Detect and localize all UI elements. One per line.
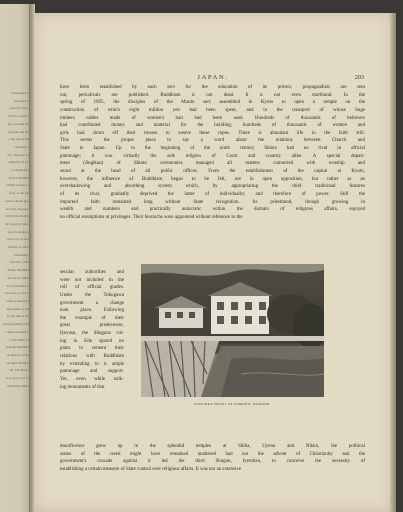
- photograph-hotel: [141, 264, 324, 397]
- text-line: of its rival, gradually deprived the latter of individuality and therefore of power. Still the: [60, 191, 365, 197]
- text-line: by extending to it ample: [60, 361, 124, 367]
- left-page-text-line: siddilits or Jesus: [7, 245, 29, 250]
- text-line: however, the influence of Buddhism began to be felt, not in open opposition, but rather as an: [60, 176, 365, 182]
- left-page-text-line: an interest of any: [6, 352, 29, 357]
- left-page-text-line: dolls of Buddha: [8, 175, 29, 180]
- left-page-text-line: ing tuns and tire: [8, 129, 29, 134]
- left-page-text-line: hey are meet the: [8, 121, 29, 126]
- text-line: patronage and support.: [60, 369, 124, 375]
- left-page-text-line: nsiwaddles. It: [11, 91, 29, 95]
- text-line: had contributed money and material for the building; hundreds of thousands of women and: [60, 123, 365, 129]
- left-page-text-line: ed in special tribu-: [5, 221, 29, 226]
- text-line: spring of 1895, the disciples of the Monto sect assembled in Kyoto to open a temple on the: [60, 100, 365, 106]
- text-line: overshadowing and absorbing system which, by appropriating the chief traditional features: [60, 184, 365, 190]
- left-page-text-line: asf quiet the most: [6, 360, 29, 365]
- left-page-text-line: eis to say or seen: [7, 237, 29, 242]
- text-line: wealth and numbers and practically autocratic within the domain of religious affairs, enjoyed: [60, 207, 365, 213]
- page-number: 203: [354, 74, 364, 81]
- text-line: out, periodicals are published. Buddhism is not dead. It is not even moribund. In the: [60, 92, 365, 98]
- body-text-top: [60, 84, 365, 222]
- left-page-text-line: Shinto. Buddhist: [7, 268, 29, 273]
- text-line: ing monuments of that: [60, 384, 105, 390]
- hotel-photograph-illustration: [141, 264, 324, 397]
- left-page-text-line: mild in the Bodhi-: [5, 214, 29, 219]
- left-facing-page: [0, 4, 30, 512]
- text-line: have been established by each sect for the education of its priests; propagandists are sent: [60, 85, 365, 90]
- text-line: great predecessor,: [60, 323, 124, 329]
- left-page-text-line: ompanies of va-: [8, 160, 29, 165]
- left-page-text-line: ain. The Monto: [9, 368, 29, 373]
- left-page-text-line: ages home, to the: [6, 306, 29, 311]
- text-line: State in Japan. Up to the beginning of the ninth century Shinto had no rival in official: [60, 146, 365, 152]
- left-page-text-line: ts as soon as to be: [6, 376, 29, 381]
- text-line: status of the creed might have remained unaltered had not the advent of Christianity and the: [60, 451, 365, 457]
- left-page-text-line: aroid to judge in: [8, 229, 29, 234]
- text-line: government's crusade against it led the third Shogun, Iyemitsu, to conceive the necessity of: [60, 459, 365, 465]
- left-page-text-line: d by Japanese art: [7, 152, 29, 157]
- text-line: construction of which eight million yen had been spent, and in the transport of whose huge: [60, 107, 365, 113]
- text-line: the example of their: [60, 315, 124, 321]
- figure-caption: FUKUOKA HOTEL AT TOMOYO, HAKONE.: [194, 402, 271, 406]
- left-page-text-line: company, 1: [14, 144, 29, 149]
- right-page: [34, 13, 392, 512]
- text-line: no official exemptions or privileges. Their hierarchs were appointed without reference to the: [60, 214, 243, 220]
- left-page-text-line: nd issues in: [14, 98, 29, 103]
- left-page-text-line: e the soul of the: [8, 137, 29, 142]
- left-page-text-line: ferry, to the san: [9, 191, 29, 196]
- left-page-text-line: a line to intervene: [6, 298, 29, 303]
- left-page-text-line: mal being Shinto: [7, 383, 29, 388]
- text-line: girls had shorn off their tresses to weave these ropes. There is abundant life in the faith still.: [60, 130, 365, 136]
- text-line: establishing a certain measure of State control over religious affairs. It was not an extensive: [60, 466, 242, 472]
- left-page-text-line: s just fled away: [9, 106, 29, 111]
- running-title: JAPAN.: [197, 74, 229, 81]
- left-page-text-line: s the rare to vote in: [4, 291, 29, 296]
- page-edge: [390, 13, 396, 512]
- text-line: patronage; it was virtually the sole religion of Court and country alike. A special depart-: [60, 153, 365, 159]
- body-text-bottom: [60, 443, 365, 474]
- body-text-wrapped-column: [60, 269, 124, 391]
- text-line: This seems the proper place to say a word about the relations between Church and: [60, 138, 365, 144]
- text-line: pains to cement their: [60, 346, 124, 352]
- text-line: relations with Buddhism: [60, 354, 124, 360]
- text-line: secular authorities and: [60, 270, 124, 275]
- left-page-text-line: a fixed standard to: [5, 329, 29, 334]
- text-line: Under the Tokugawa: [60, 292, 124, 298]
- left-page-text-line: entially inverse to: [6, 183, 29, 188]
- text-line: Yet, even while strik-: [60, 376, 124, 382]
- text-line: roll of official grades.: [60, 285, 124, 291]
- left-page-text-line: nor five cases to: [8, 114, 29, 119]
- left-page-text-line: shed into a chil: [9, 260, 29, 265]
- text-line: government a change: [60, 300, 124, 306]
- left-page-text-line: individuals.: [14, 252, 29, 257]
- left-page-text-line: nerai as Kobo gra-: [5, 198, 29, 203]
- left-page-text-line: posit the Buddhist: [5, 345, 29, 350]
- left-page-text-fragments: [1, 90, 29, 390]
- text-line: ment (Jingikan) of Shinto ceremonies managed all matters connected with worship and: [60, 161, 365, 167]
- text-line: timbers cables made of women's hair had been used. Hundreds of thousands of believers: [60, 115, 365, 121]
- text-line: stood at the head of all public offices. From the establishment of the capital at Kyoto,: [60, 169, 365, 175]
- text-line: imported faith remained long without State recognition. Its priesthood, though growing in: [60, 199, 365, 205]
- text-line: Iyeyasu, the Shoguns cul-: [60, 331, 124, 337]
- left-page-text-line: e is about four: [10, 168, 29, 173]
- text-line: were not included in the: [60, 277, 124, 283]
- left-page-text-line: nd is abolished in: [6, 283, 29, 288]
- left-page-text-line: ma are not much: [7, 275, 29, 280]
- left-page-text-line: to the family of: [9, 337, 29, 342]
- left-page-text-line: mong teaching even: [3, 322, 29, 327]
- left-page-text-line: for the sale of the: [6, 314, 29, 319]
- left-page-text-line: re to the carpenter: [5, 206, 29, 211]
- text-line: took place. Following: [60, 308, 124, 314]
- text-line: munificence grew up in the splendid temples at Shiba, Uyeno and Nikko, the political: [60, 444, 365, 449]
- text-line: ing in Edo spared no: [60, 338, 124, 344]
